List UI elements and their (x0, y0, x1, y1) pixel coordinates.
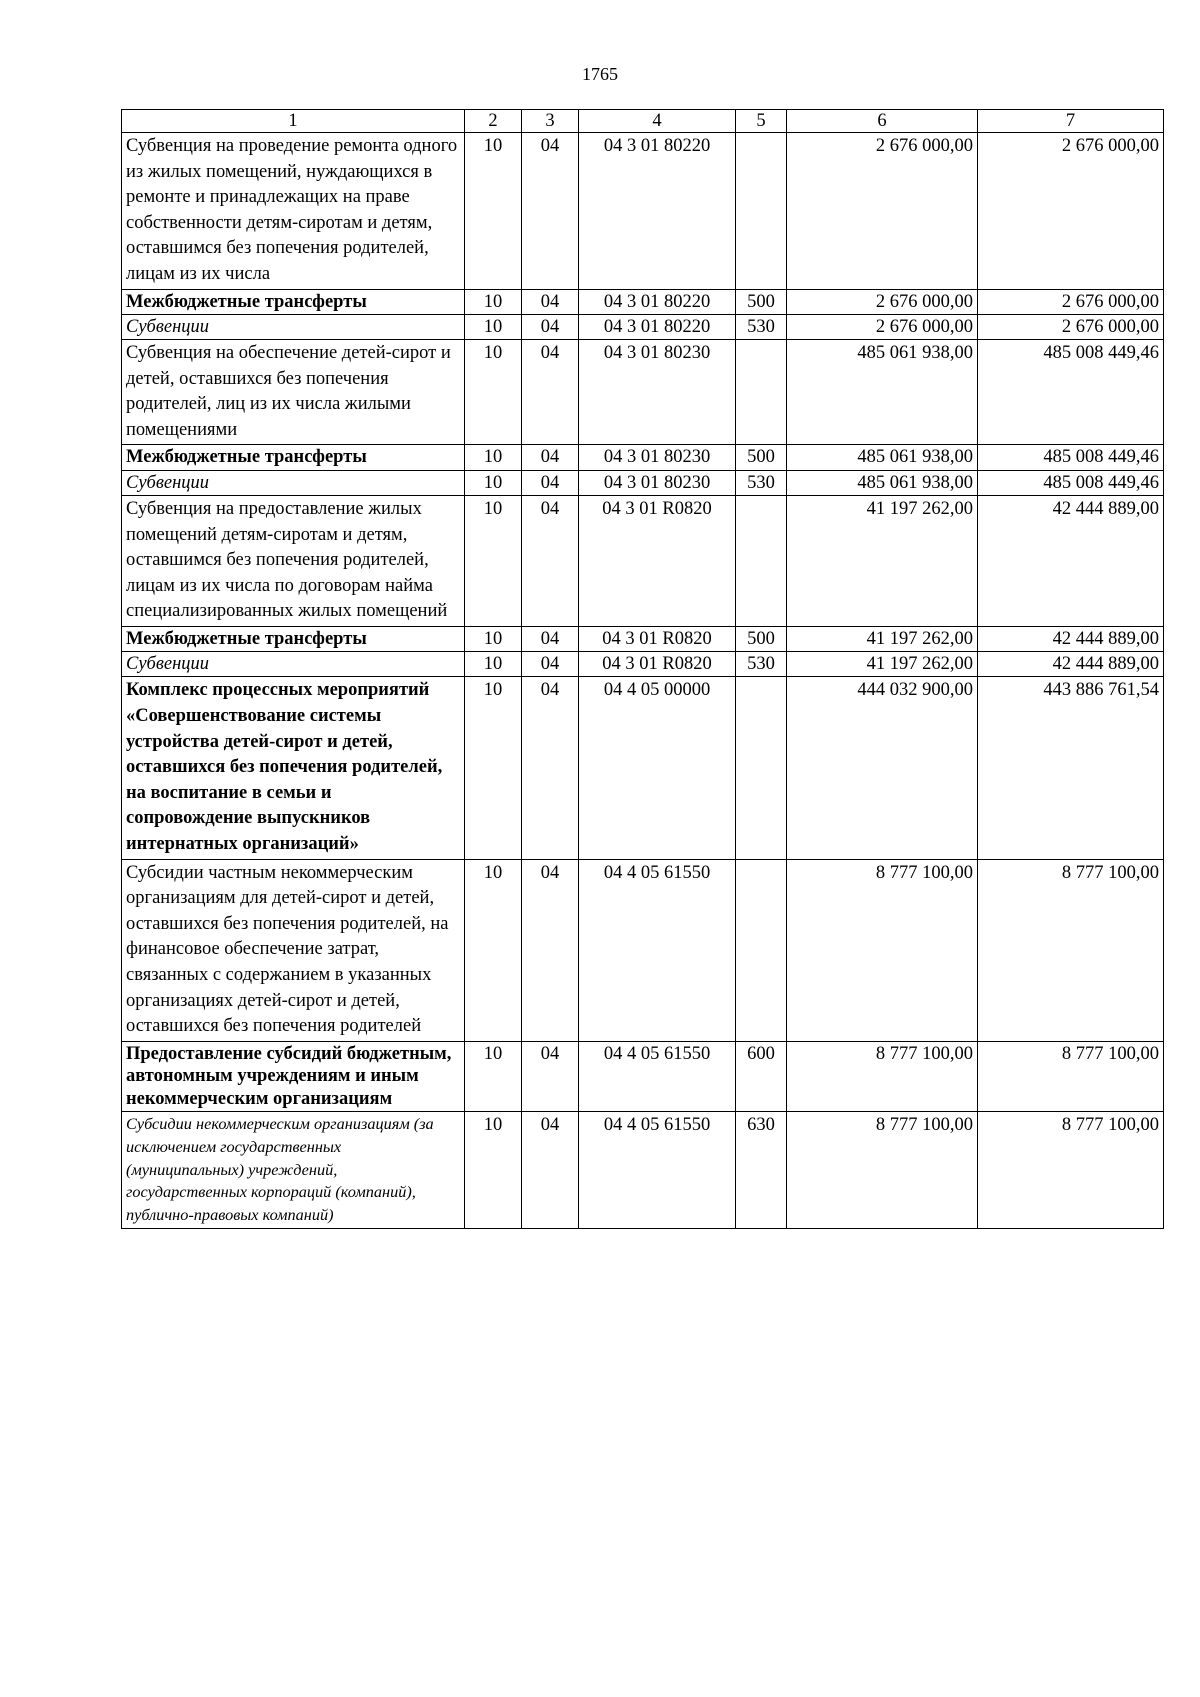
column-header: 4 (579, 110, 736, 133)
expense-type-code: 500 (736, 445, 787, 471)
table-row (122, 340, 1164, 445)
column-header: 7 (978, 110, 1164, 133)
table-row (122, 470, 1164, 495)
amount-year-1: 485 061 938,00 (787, 470, 978, 495)
column-header: 1 (122, 110, 465, 133)
amount-year-2: 8 777 100,00 (978, 1112, 1164, 1229)
amount-year-1: 2 676 000,00 (787, 289, 978, 315)
amount-year-1: 485 061 938,00 (787, 340, 978, 445)
column-header: 2 (465, 110, 522, 133)
section-code: 10 (465, 133, 522, 290)
table-row (122, 133, 1164, 290)
section-code: 10 (465, 315, 522, 340)
amount-year-1: 8 777 100,00 (787, 1041, 978, 1112)
section-code: 10 (465, 652, 522, 677)
table-row (122, 626, 1164, 652)
amount-year-2: 42 444 889,00 (978, 495, 1164, 626)
expense-type-code: 500 (736, 289, 787, 315)
column-header: 5 (736, 110, 787, 133)
row-name: Комплекс процессных мероприятий «Совершенствование системы устройства детей-сирот и детей, оставшихся без попечения родителей, на воспитание в семьи и сопровождение выпускников интернатных организаций» (122, 677, 465, 859)
section-code: 10 (465, 626, 522, 652)
amount-year-2: 2 676 000,00 (978, 289, 1164, 315)
target-article-code: 04 4 05 61550 (579, 1112, 736, 1229)
column-header: 6 (787, 110, 978, 133)
section-code: 10 (465, 445, 522, 471)
amount-year-1: 444 032 900,00 (787, 677, 978, 859)
table-row (122, 445, 1164, 471)
target-article-code: 04 3 01 R0820 (579, 495, 736, 626)
expense-type-code: 530 (736, 315, 787, 340)
page-number: 1765 (582, 64, 618, 84)
table-row (122, 1112, 1164, 1229)
amount-year-1: 8 777 100,00 (787, 859, 978, 1041)
subsection-code: 04 (522, 445, 579, 471)
target-article-code: 04 3 01 R0820 (579, 626, 736, 652)
subsection-code: 04 (522, 859, 579, 1041)
table-row (122, 677, 1164, 859)
amount-year-1: 2 676 000,00 (787, 133, 978, 290)
amount-year-1: 8 777 100,00 (787, 1112, 978, 1229)
amount-year-1: 2 676 000,00 (787, 315, 978, 340)
amount-year-2: 8 777 100,00 (978, 859, 1164, 1041)
amount-year-2: 485 008 449,46 (978, 340, 1164, 445)
target-article-code: 04 4 05 61550 (579, 859, 736, 1041)
table-row (122, 315, 1164, 340)
expense-type-code: 600 (736, 1041, 787, 1112)
row-name: Субсидии частным некоммерческим организациям для детей-сирот и детей, оставшихся без попечения родителей, на финансовое обеспечение затрат, связанных с содержанием в указанных организациях детей-сирот и детей, оставшихся без попечения родителей (122, 859, 465, 1041)
amount-year-1: 41 197 262,00 (787, 495, 978, 626)
amount-year-2: 8 777 100,00 (978, 1041, 1164, 1112)
section-code: 10 (465, 1112, 522, 1229)
amount-year-2: 2 676 000,00 (978, 133, 1164, 290)
amount-year-1: 41 197 262,00 (787, 626, 978, 652)
subsection-code: 04 (522, 652, 579, 677)
row-name: Субсидии некоммерческим организациям (за исключением государственных (муниципальных) учреждений, государственных корпораций (компаний), публично-правовых компаний) (122, 1112, 465, 1229)
table-row (122, 1041, 1164, 1112)
row-name: Межбюджетные трансферты (122, 445, 465, 471)
subsection-code: 04 (522, 626, 579, 652)
amount-year-2: 42 444 889,00 (978, 652, 1164, 677)
target-article-code: 04 3 01 80230 (579, 340, 736, 445)
subsection-code: 04 (522, 470, 579, 495)
subsection-code: 04 (522, 495, 579, 626)
row-name: Межбюджетные трансферты (122, 289, 465, 315)
row-name: Субвенция на предоставление жилых помещений детям-сиротам и детям, оставшимся без попечения родителей, лицам из их числа по договорам найма специализированных жилых помещений (122, 495, 465, 626)
section-code: 10 (465, 859, 522, 1041)
amount-year-2: 485 008 449,46 (978, 445, 1164, 471)
subsection-code: 04 (522, 133, 579, 290)
row-name: Субвенция на обеспечение детей-сирот и детей, оставшихся без попечения родителей, лиц из их числа жилыми помещениями (122, 340, 465, 445)
section-code: 10 (465, 677, 522, 859)
target-article-code: 04 3 01 80220 (579, 289, 736, 315)
header-row (122, 110, 1164, 133)
amount-year-2: 42 444 889,00 (978, 626, 1164, 652)
expense-type-code: 530 (736, 470, 787, 495)
section-code: 10 (465, 289, 522, 315)
subsection-code: 04 (522, 289, 579, 315)
expense-type-code: 530 (736, 652, 787, 677)
expense-type-code (736, 340, 787, 445)
section-code: 10 (465, 470, 522, 495)
target-article-code: 04 3 01 R0820 (579, 652, 736, 677)
table-row (122, 652, 1164, 677)
expense-type-code (736, 677, 787, 859)
expense-type-code: 630 (736, 1112, 787, 1229)
subsection-code: 04 (522, 677, 579, 859)
target-article-code: 04 3 01 80220 (579, 133, 736, 290)
section-code: 10 (465, 340, 522, 445)
section-code: 10 (465, 495, 522, 626)
expense-type-code (736, 133, 787, 290)
amount-year-1: 485 061 938,00 (787, 445, 978, 471)
target-article-code: 04 4 05 61550 (579, 1041, 736, 1112)
expense-type-code: 500 (736, 626, 787, 652)
subsection-code: 04 (522, 1041, 579, 1112)
amount-year-2: 485 008 449,46 (978, 470, 1164, 495)
amount-year-2: 2 676 000,00 (978, 315, 1164, 340)
amount-year-2: 443 886 761,54 (978, 677, 1164, 859)
subsection-code: 04 (522, 340, 579, 445)
table-row (122, 289, 1164, 315)
row-name: Субвенция на проведение ремонта одного из жилых помещений, нуждающихся в ремонте и принадлежащих на праве собственности детям-сиротам и детям, оставшимся без попечения родителей, лицам из их числа (122, 133, 465, 290)
table-row (122, 859, 1164, 1041)
subsection-code: 04 (522, 315, 579, 340)
section-code: 10 (465, 1041, 522, 1112)
target-article-code: 04 3 01 80220 (579, 315, 736, 340)
row-name: Субвенции (122, 470, 465, 495)
row-name: Предоставление субсидий бюджетным, автономным учреждениям и иным некоммерческим организациям (122, 1041, 465, 1112)
amount-year-1: 41 197 262,00 (787, 652, 978, 677)
expense-type-code (736, 859, 787, 1041)
budget-table (121, 109, 1164, 1229)
row-name: Субвенции (122, 652, 465, 677)
target-article-code: 04 4 05 00000 (579, 677, 736, 859)
row-name: Субвенции (122, 315, 465, 340)
target-article-code: 04 3 01 80230 (579, 445, 736, 471)
subsection-code: 04 (522, 1112, 579, 1229)
row-name: Межбюджетные трансферты (122, 626, 465, 652)
expense-type-code (736, 495, 787, 626)
column-header: 3 (522, 110, 579, 133)
table-row (122, 495, 1164, 626)
target-article-code: 04 3 01 80230 (579, 470, 736, 495)
